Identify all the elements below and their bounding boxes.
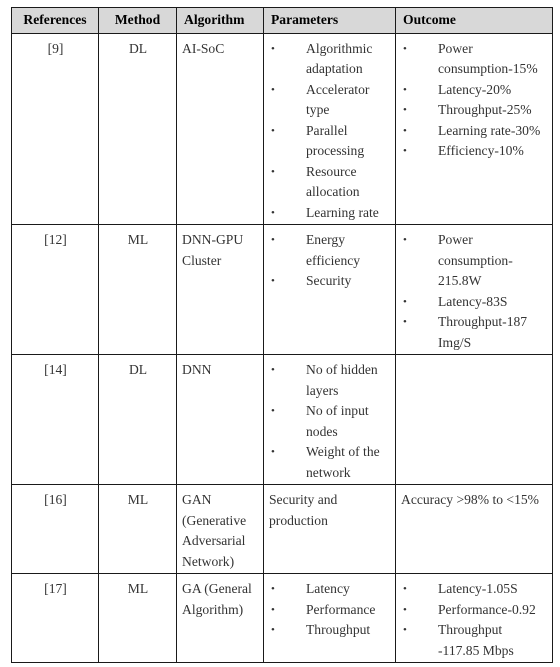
outcome-cell	[396, 225, 553, 355]
list-item: • Security	[269, 271, 391, 292]
ref-cell: [16]	[12, 485, 99, 574]
parameters-cell	[264, 355, 396, 485]
list-item: • No of hidden layers	[269, 360, 391, 401]
method-cell: DL	[99, 33, 177, 225]
parameters-list	[269, 39, 391, 224]
parameters-list	[269, 360, 391, 483]
header-outcome: Outcome	[396, 8, 553, 34]
header-row	[12, 8, 553, 34]
parameters-list	[269, 230, 391, 292]
outcome-cell	[396, 33, 553, 225]
algorithm-cell: GAN (Generative Adversarial Network)	[177, 485, 264, 574]
parameters-cell	[264, 574, 396, 663]
comparison-table	[11, 7, 553, 663]
algorithm-cell: GA (General Algorithm)	[177, 574, 264, 663]
method-cell: ML	[99, 574, 177, 663]
list-item: • Latency-1.05S	[401, 579, 548, 600]
list-item: • Resource allocation	[269, 162, 391, 203]
ref-cell: [9]	[12, 33, 99, 225]
parameters-cell	[264, 225, 396, 355]
list-item: • Algorithmic adaptation	[269, 39, 391, 80]
list-item: • Energy efficiency	[269, 230, 391, 271]
list-item: • Throughput -117.85 Mbps	[401, 620, 548, 661]
outcome-cell	[396, 574, 553, 663]
list-item: • Parallel processing	[269, 121, 391, 162]
list-item: • No of input nodes	[269, 401, 391, 442]
algorithm-cell: DNN-GPU Cluster	[177, 225, 264, 355]
table-row	[12, 574, 553, 663]
header-algorithm: Algorithm	[177, 8, 264, 34]
header-method: Method	[99, 8, 177, 34]
list-item: • Performance-0.92	[401, 600, 548, 621]
list-item: • Learning rate	[269, 203, 391, 224]
list-item: • Power consumption-15%	[401, 39, 548, 80]
list-item: • Latency-20%	[401, 80, 548, 101]
list-item: • Latency-83S	[401, 292, 548, 313]
method-cell: ML	[99, 225, 177, 355]
list-item: • Performance	[269, 600, 391, 621]
clipped-text-fragment	[8, 0, 168, 4]
parameters-cell	[264, 33, 396, 225]
list-item: • Throughput-187 Img/S	[401, 312, 548, 353]
outcome-cell	[396, 355, 553, 485]
outcome-list	[401, 230, 548, 353]
algorithm-cell: DNN	[177, 355, 264, 485]
list-item: • Power consumption-215.8W	[401, 230, 548, 292]
outcome-list	[401, 39, 548, 162]
outcome-list	[401, 579, 548, 661]
list-item: • Throughput	[269, 620, 391, 641]
list-item: • Throughput-25%	[401, 100, 548, 121]
parameters-cell: Security and production	[264, 485, 396, 574]
ref-cell: [17]	[12, 574, 99, 663]
method-cell: ML	[99, 485, 177, 574]
outcome-cell: Accuracy >98% to <15%	[396, 485, 553, 574]
algorithm-cell: AI-SoC	[177, 33, 264, 225]
list-item: • Weight of the network	[269, 442, 391, 483]
table-row	[12, 33, 553, 225]
list-item: • Latency	[269, 579, 391, 600]
table-row	[12, 225, 553, 355]
header-references: References	[12, 8, 99, 34]
ref-cell: [12]	[12, 225, 99, 355]
method-cell: DL	[99, 355, 177, 485]
table-row	[12, 485, 553, 574]
list-item: • Efficiency-10%	[401, 141, 548, 162]
parameters-list	[269, 579, 391, 641]
ref-cell: [14]	[12, 355, 99, 485]
list-item: • Learning rate-30%	[401, 121, 548, 142]
table-row	[12, 355, 553, 485]
header-parameters: Parameters	[264, 8, 396, 34]
list-item: • Accelerator type	[269, 80, 391, 121]
